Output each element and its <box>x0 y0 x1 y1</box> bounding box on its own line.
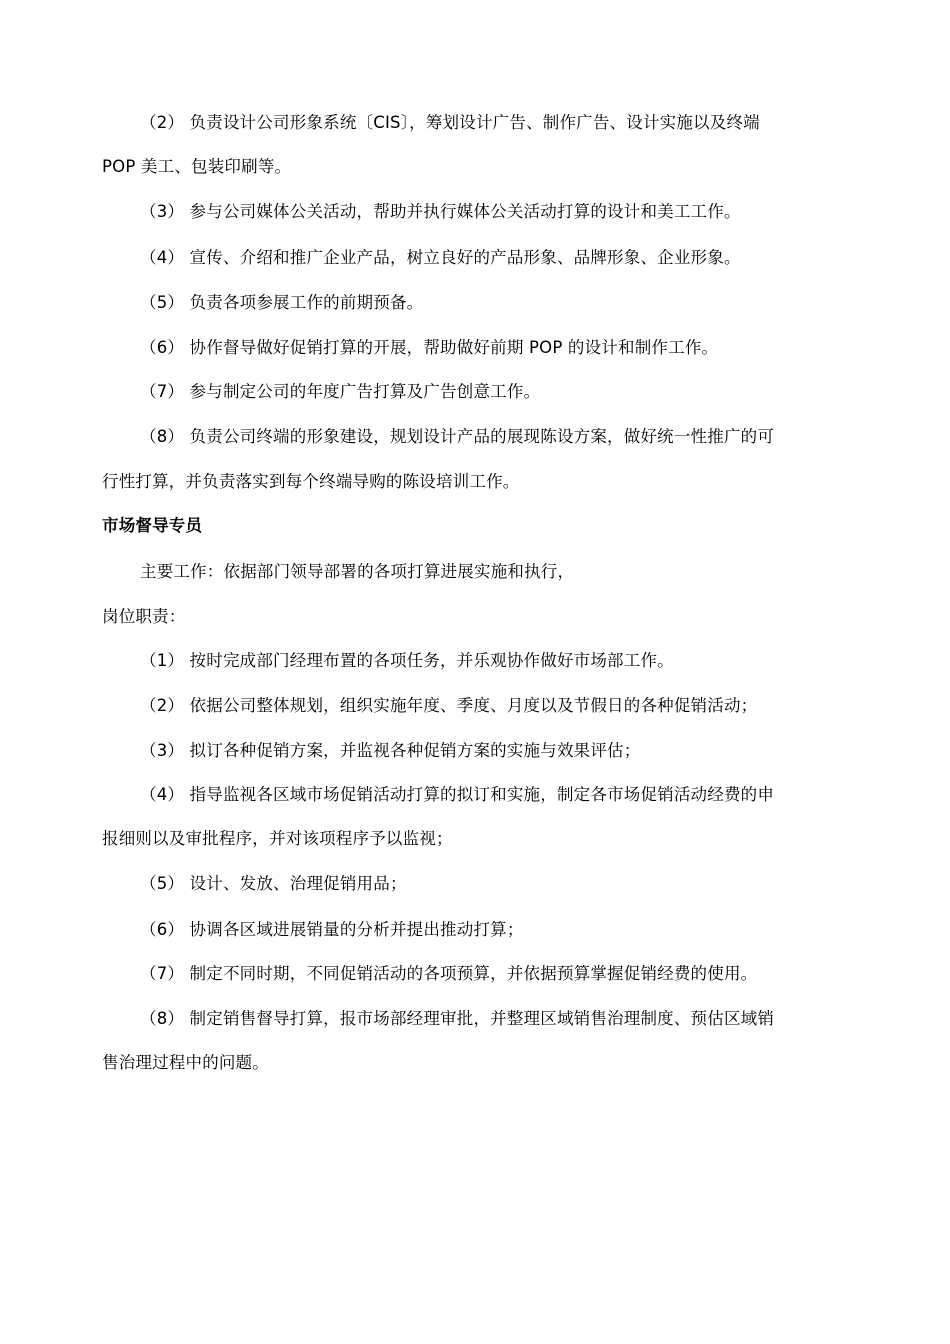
supervisor-duty-2: （2） 依据公司整体规划，组织实施年度、季度、月度以及节假日的各种促销活动； <box>140 696 758 715</box>
main-work-text: 主要工作：依据部门领导部署的各项打算进展实施和执行， <box>140 562 575 581</box>
duty-item-2-line-2: POP 美工、包装印刷等。 <box>102 157 292 176</box>
supervisor-duty-7: （7） 制定不同时期，不同促销活动的各项预算，并依据预算掌握促销经费的使用。 <box>140 964 758 983</box>
supervisor-duty-4-line-1: （4） 指导监视各区域市场促销活动打算的拟订和实施，制定各市场促销活动经费的申 <box>140 785 775 804</box>
duty-item-2-line-1: （2） 负责设计公司形象系统〔CIS〕，筹划设计广告、制作广告、设计实施以及终端 <box>140 113 760 132</box>
supervisor-duty-4-line-2: 报细则以及审批程序，并对该项程序予以监视； <box>102 829 453 848</box>
duty-item-8-line-1: （8） 负责公司终端的形象建设，规划设计产品的展现陈设方案，做好统一性推广的可 <box>140 427 775 446</box>
section-heading: 市场督导专员 <box>102 516 203 535</box>
supervisor-duty-5: （5） 设计、发放、治理促销用品； <box>140 874 407 893</box>
duty-item-8-line-2: 行性打算，并负责落实到每个终端导购的陈设培训工作。 <box>102 472 520 491</box>
duty-item-7: （7） 参与制定公司的年度广告打算及广告创意工作。 <box>140 382 541 401</box>
duty-item-5: （5） 负责各项参展工作的前期预备。 <box>140 293 424 312</box>
supervisor-duty-6: （6） 协调各区域进展销量的分析并提出推动打算； <box>140 920 524 939</box>
supervisor-duty-1: （1） 按时完成部门经理布置的各项任务，并乐观协作做好市场部工作。 <box>140 651 674 670</box>
duty-item-6: （6） 协作督导做好促销打算的开展，帮助做好前期 POP 的设计和制作工作。 <box>140 338 719 357</box>
duties-label: 岗位职责： <box>102 607 186 626</box>
duty-item-4: （4） 宣传、介绍和推广企业产品，树立良好的产品形象、品牌形象、企业形象。 <box>140 248 741 267</box>
supervisor-duty-8-line-1: （8） 制定销售督导打算，报市场部经理审批，并整理区域销售治理制度、预估区域销 <box>140 1009 775 1028</box>
supervisor-duty-3: （3） 拟订各种促销方案，并监视各种促销方案的实施与效果评估； <box>140 741 641 760</box>
duty-item-3: （3） 参与公司媒体公关活动，帮助并执行媒体公关活动打算的设计和美工工作。 <box>140 202 741 221</box>
supervisor-duty-8-line-2: 售治理过程中的问题。 <box>102 1053 269 1072</box>
